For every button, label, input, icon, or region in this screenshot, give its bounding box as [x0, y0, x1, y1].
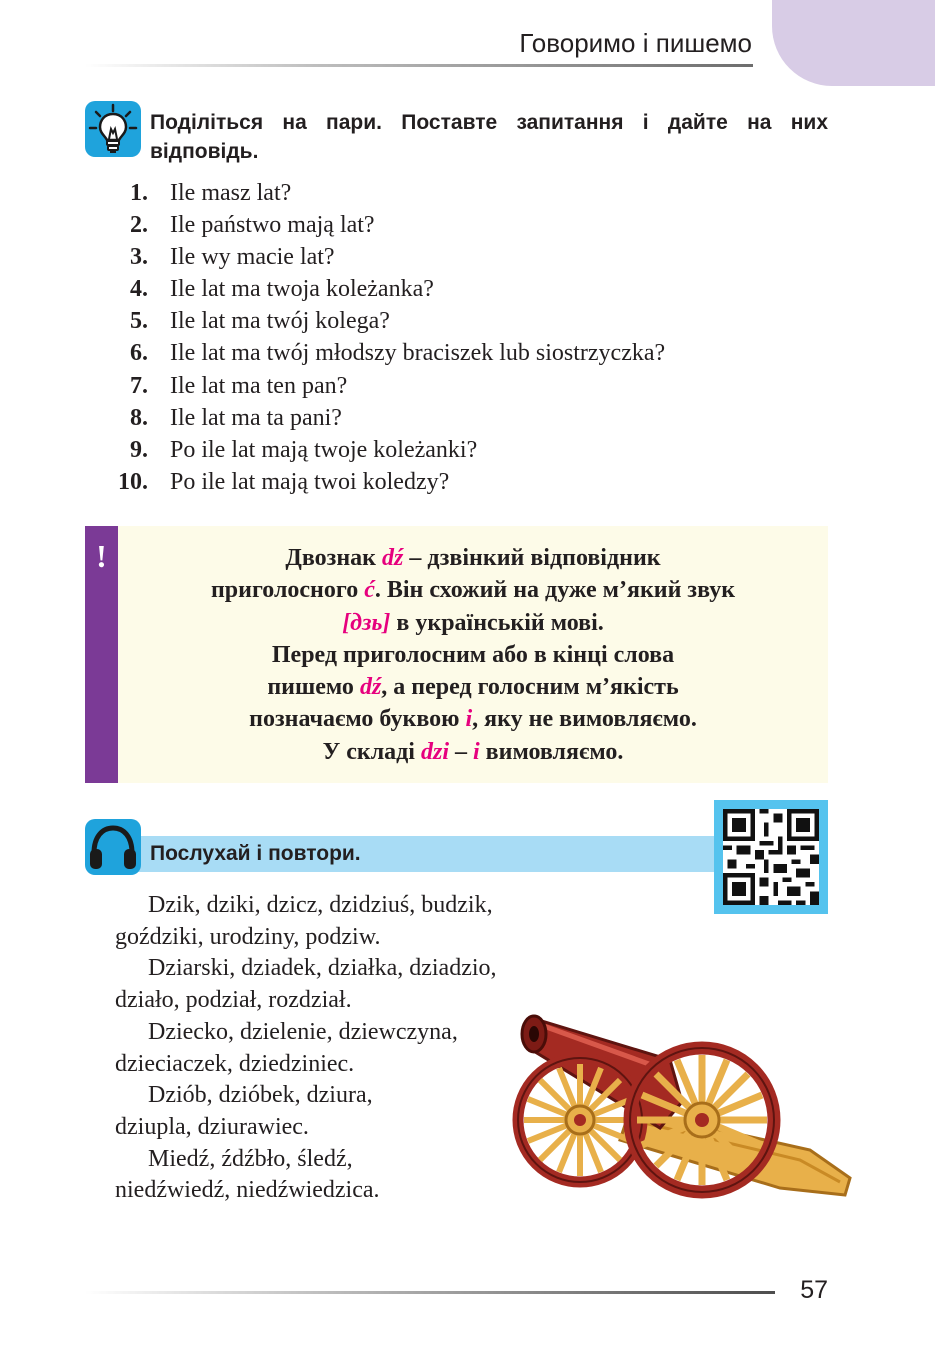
- question-text: Ile lat ma twoja koleżanka?: [170, 276, 434, 303]
- list-item: [100, 402, 840, 434]
- item-number: 3.: [130, 244, 148, 271]
- rule-note: [85, 526, 828, 783]
- word-line: Dziób, dzióbek, dziura,: [148, 1082, 373, 1109]
- list-item: [100, 466, 840, 498]
- rule-text: [125, 542, 821, 768]
- task-instruction: Послухай і повтори.: [150, 842, 361, 865]
- headphones-icon: [85, 819, 141, 875]
- item-number: 8.: [130, 404, 148, 431]
- qr-code-pattern: [723, 809, 819, 905]
- word-line: niedźwiedź, niedźwiedzica.: [115, 1177, 380, 1204]
- rule-line: [125, 607, 821, 639]
- word-line: goździki, urodziny, podziw.: [115, 923, 381, 950]
- rule-highlight: i: [473, 738, 480, 765]
- question-list: [100, 177, 840, 498]
- question-text: Po ile lat mają twoi koledzy?: [170, 468, 450, 495]
- rule-fragment: в українській мові.: [390, 609, 604, 636]
- rule-line: [125, 542, 821, 574]
- rule-fragment: , яку не вимовляємо.: [472, 706, 697, 733]
- word-line: działo, podział, rozdział.: [115, 987, 352, 1014]
- word-line: dzieciaczek, dziedziniec.: [115, 1050, 355, 1077]
- task-instruction: Поділіться на пари. Поставте запитання і дайте на них відповідь.: [150, 111, 828, 163]
- item-number: 7.: [130, 372, 148, 399]
- question-text: Ile lat ma twój młodszy braciszek lub siostrzyczka?: [170, 340, 666, 367]
- question-text: Ile państwo mają lat?: [170, 212, 375, 239]
- word-line: Dziecko, dzielenie, dziewczyna,: [148, 1018, 458, 1045]
- item-number: 4.: [130, 276, 148, 303]
- rule-highlight: [дзь]: [342, 609, 391, 636]
- question-text: Po ile lat mają twoje koleżanki?: [170, 436, 478, 463]
- list-item: [100, 370, 840, 402]
- list-item: [100, 337, 840, 369]
- rule-line: [125, 574, 821, 606]
- rule-highlight: dź: [359, 674, 382, 701]
- rule-fragment: вимовляємо.: [479, 738, 624, 765]
- rule-highlight: dź: [381, 545, 404, 571]
- list-item: [100, 177, 840, 209]
- rule-fragment: – дзвінкий відповідник: [403, 545, 661, 571]
- item-number: 6.: [130, 340, 148, 367]
- rule-line: [125, 703, 821, 735]
- item-number: 9.: [130, 436, 148, 463]
- item-number: 10.: [118, 468, 148, 495]
- rule-fragment: . Він схожий на дуже м’який звук: [374, 577, 736, 604]
- footer-divider: [85, 1291, 775, 1294]
- exclamation-icon: !: [96, 538, 107, 574]
- cannon-illustration: [510, 990, 855, 1220]
- rule-fragment: –: [449, 738, 473, 765]
- rule-fragment: пишемо: [267, 674, 360, 701]
- qr-code[interactable]: [714, 800, 828, 914]
- page-number: 57: [800, 1276, 828, 1304]
- question-text: Ile wy macie lat?: [170, 244, 335, 271]
- item-number: 1.: [130, 180, 148, 206]
- section-title: Говоримо і пишемо: [519, 28, 752, 58]
- list-item: [100, 273, 840, 305]
- list-item: [100, 241, 840, 273]
- rule-fragment: Двознак: [285, 545, 382, 571]
- question-text: Ile lat ma ta pani?: [170, 404, 342, 431]
- rule-highlight: ć: [364, 577, 375, 604]
- word-line: dziupla, dziurawiec.: [115, 1113, 309, 1140]
- rule-fragment: , а перед голосним м’якість: [381, 674, 679, 701]
- rule-fragment: У складі: [322, 738, 421, 765]
- header-divider: [85, 64, 753, 67]
- question-text: Ile lat ma ten pan?: [170, 372, 348, 399]
- lightbulb-icon: [85, 101, 141, 157]
- item-number: 2.: [130, 212, 148, 239]
- question-text: Ile lat ma twój kolega?: [170, 308, 390, 335]
- rule-line: [125, 671, 821, 703]
- rule-fragment: приголосного: [210, 577, 365, 604]
- corner-tab: [772, 0, 935, 86]
- word-line: Dziarski, dziadek, działka, dziadzio,: [148, 955, 497, 982]
- list-item: [100, 434, 840, 466]
- list-item: [100, 305, 840, 337]
- list-item: [100, 209, 840, 241]
- word-line: Miedź, źdźbło, śledź,: [148, 1145, 353, 1172]
- rule-highlight: dzi: [420, 738, 449, 765]
- word-line: Dzik, dziki, dzicz, dzidziuś, budzik,: [148, 892, 493, 918]
- rule-highlight: i: [465, 706, 473, 733]
- rule-line: [125, 736, 821, 768]
- question-text: Ile masz lat?: [170, 180, 292, 206]
- rule-line: Перед приголосним або в кінці слова: [271, 641, 675, 668]
- item-number: 5.: [130, 308, 148, 335]
- rule-fragment: позначаємо буквою: [249, 706, 466, 733]
